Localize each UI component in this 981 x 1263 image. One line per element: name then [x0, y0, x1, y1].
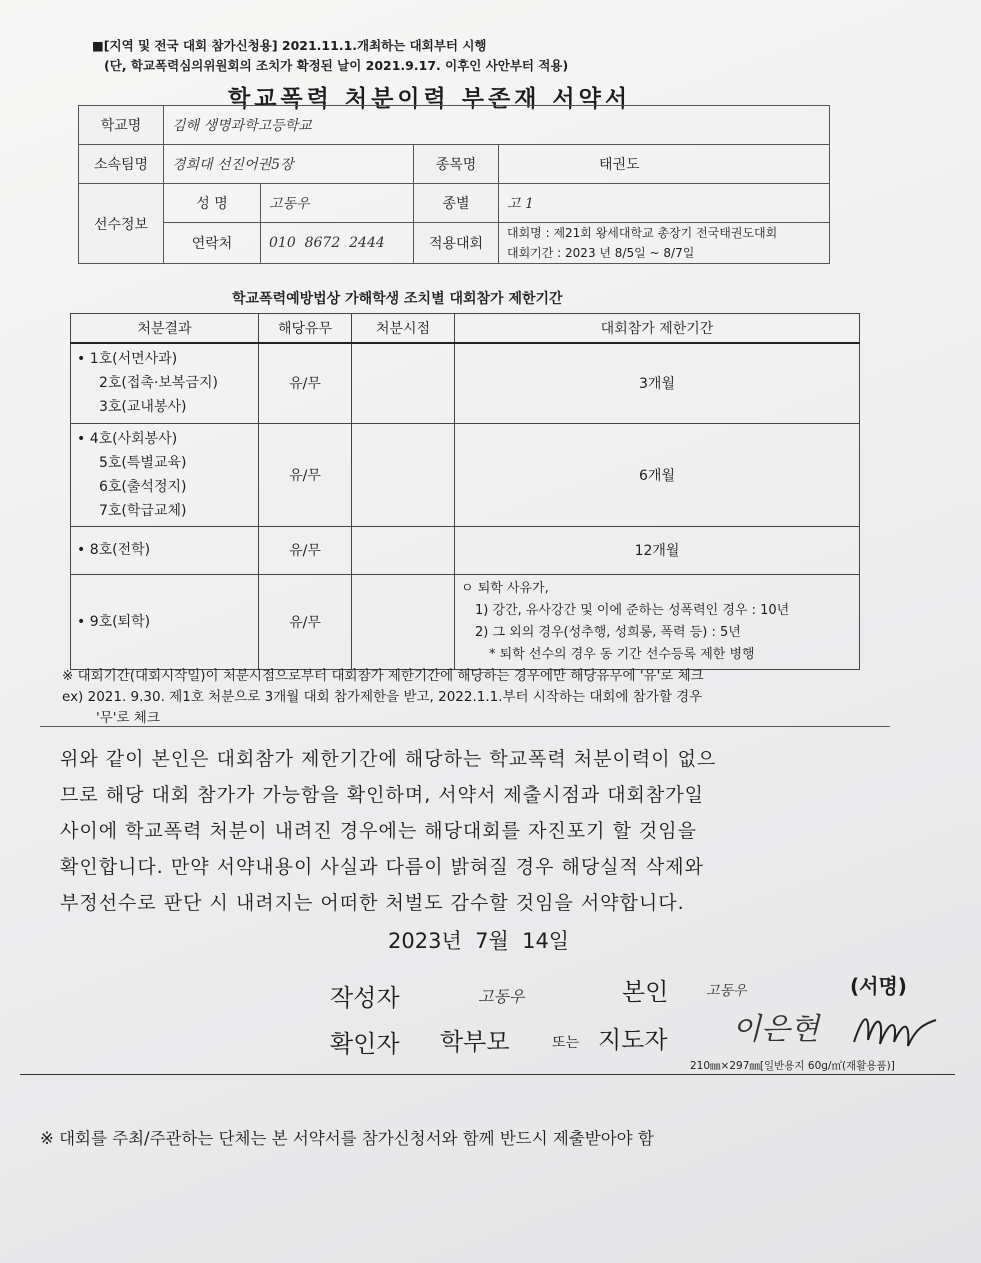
pledge-text: 위와 같이 본인은 대회참가 제한기간에 해당하는 학교폭력 처분이력이 없으 므로 해당 대회 참가가 가능함을 확인하며, 서약서 제출시점과 대회참가일 사이에 학교폭력 처분이 내려진 경우에는 해당대회를 자진포기 할 것임을 확인합니다. 만약 서약내용이 사실과 다름이 밝혀질 경우 해당실적 삭제와 부정선수로 판단 시 내려지는 어떠한 처벌도 감수할 것임을 서약합니다.: [60, 748, 717, 914]
row3-yn: 유/무: [259, 526, 352, 574]
table-row: [71, 574, 860, 669]
row4-yn: 유/무: [259, 574, 352, 669]
or-label: 또는: [552, 1035, 580, 1051]
row4-time: [352, 574, 455, 669]
gender-value: 고 1: [499, 184, 830, 223]
col-restriction: 대회참가 제한기간: [455, 314, 860, 344]
team-label: 소속팀명: [79, 145, 164, 184]
header-line1: ■[지역 및 전국 대회 참가신청용] 2021.11.1.개최하는 대회부터 시행: [92, 38, 487, 53]
paper-spec: 210㎜×297㎜[일반용지 60g/㎡(재활용품)]: [690, 1060, 895, 1072]
coach-label: 지도자: [598, 1026, 668, 1054]
coach-name: 이은현: [732, 1012, 819, 1047]
competition-name: 대회명 : 제21회 왕세대학교 총장기 전국태권도대회: [507, 226, 778, 240]
row1-time: [352, 343, 455, 423]
writer-label: 작성자: [330, 984, 400, 1012]
note-2: ex) 2021. 9.30. 제1호 처분으로 3개월 대회 참가제한을 받고, 2022.1.1.부터 시작하는 대회에 참가할 경우: [62, 689, 703, 705]
self-name: 고동우: [706, 983, 747, 999]
section-title: 학교폭력예방법상 가해학생 조치별 대회참가 제한기간: [232, 291, 563, 307]
row2-period: 6개월: [455, 423, 860, 526]
row3-time: [352, 526, 455, 574]
confirm-label: 확인자: [330, 1030, 400, 1058]
row1-items: • 1호(서면사과) 2호(접촉·보복금지) 3호(교내봉사): [71, 343, 259, 423]
table-row: [71, 526, 860, 574]
document-title: 학교폭력 처분이력 부존재 서약서: [228, 86, 632, 112]
table-row: [71, 423, 860, 526]
divider: [40, 726, 890, 727]
bottom-rule: [20, 1074, 955, 1075]
self-label: 본인: [622, 978, 669, 1006]
competition-cell: [499, 223, 830, 264]
col-result: 처분결과: [71, 314, 259, 344]
team-value: 경희대 선진어권5장: [164, 145, 414, 184]
col-applicable: 해당유무: [259, 314, 352, 344]
competition-label: 적용대회: [414, 223, 499, 264]
gender-label: 종별: [414, 184, 499, 223]
name-value: 고동우: [261, 184, 414, 223]
writer-name: 고동우: [478, 987, 525, 1006]
name-label: 성 명: [164, 184, 261, 223]
row1-period: 3개월: [455, 343, 860, 423]
row4-items: • 9호(퇴학): [71, 574, 259, 669]
seal-mark: (서명): [850, 974, 907, 998]
row3-period: 12개월: [455, 526, 860, 574]
header-line2: (단, 학교폭력심의위원회의 조치가 확정된 날이 2021.9.17. 이후인 사안부터 적용): [104, 58, 569, 73]
athlete-label: 선수정보: [79, 184, 164, 264]
row2-yn: 유/무: [259, 423, 352, 526]
row2-time: [352, 423, 455, 526]
pledge-date: 2023년 7월 14일: [388, 929, 570, 953]
contact-label: 연락처: [164, 223, 261, 264]
note-3: '무'로 체크: [96, 710, 160, 726]
row1-yn: 유/무: [259, 343, 352, 423]
col-time: 처분시점: [352, 314, 455, 344]
row2-items: • 4호(사회봉사) 5호(특별교육) 6호(출석정지) 7호(학급교체): [71, 423, 259, 526]
row3-items: • 8호(전학): [71, 526, 259, 574]
event-label: 종목명: [414, 145, 499, 184]
school-label: 학교명: [79, 106, 164, 145]
athlete-info-table: [78, 105, 830, 264]
contact-value: 010 8672 2444: [261, 223, 414, 264]
footer-note: ※ 대회를 주최/주관하는 단체는 본 서약서를 참가신청서와 함께 반드시 제출받아야 함: [40, 1129, 654, 1148]
disposition-table: [70, 313, 860, 670]
signature-scribble: [850, 1002, 940, 1058]
parent-label: 학부모: [440, 1028, 510, 1056]
note-1: ※ 대회기간(대회시작일)이 처분시점으로부터 대회참가 제한기간에 해당하는 경우에만 해당유무에 '유'로 체크: [62, 668, 704, 684]
table-row: [71, 343, 860, 423]
school-value: 김해 생명과학고등학교: [164, 106, 830, 145]
competition-period: 대회기간 : 2023 년 8/5일 ~ 8/7일: [507, 246, 695, 260]
event-value: 태권도: [499, 145, 830, 184]
row4-period: ㅇ 퇴학 사유가, 1) 강간, 유사강간 및 이에 준하는 성폭력인 경우 : 10년 2) 그 외의 경우(성추행, 성희롱, 폭력 등) : 5년 * 퇴학 선수의 경우 동 기간 선수등록 제한 병행: [455, 574, 860, 669]
